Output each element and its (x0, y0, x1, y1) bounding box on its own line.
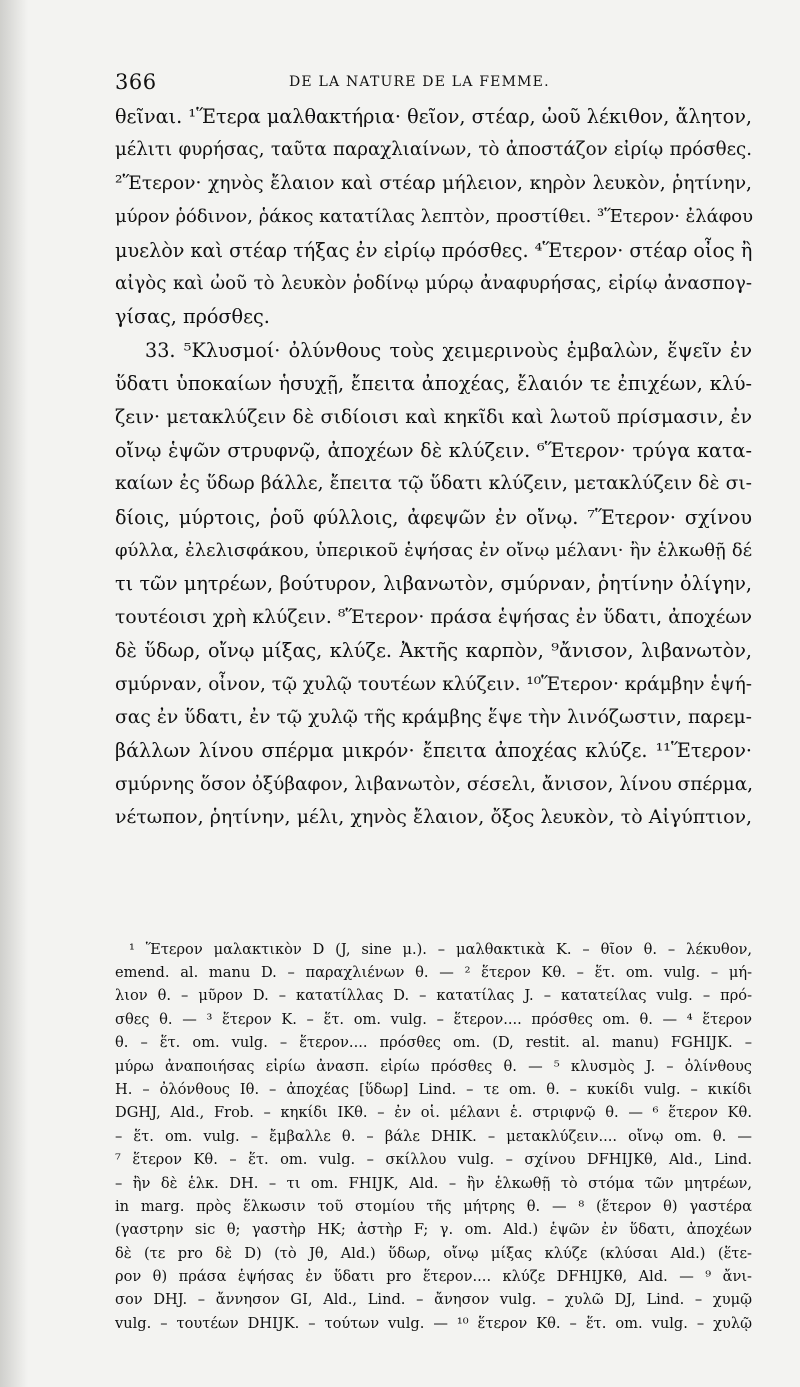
page-header (115, 64, 752, 100)
text-line: σμύρναν, οἶνον, τῷ χυλῷ τουτέων κλύζειν. ¹⁰Ἕτερον· κράμβην ἑψή- (115, 673, 752, 695)
text-line: ²Ἕτερον· χηνὸς ἔλαιον καὶ στέαρ μήλειον, κηρὸν λευκὸν, ῥητίνην, (115, 172, 752, 194)
page-number: 366 (115, 70, 157, 94)
footnote-line: emend. al. manu D. – παραχλιένων θ. — ² ἕτερον Kθ. – ἕτ. om. vulg. – μή- (115, 963, 752, 981)
text-line: 33. ⁵Κλυσμοί· ὀλύνθους τοὺς χειμερινοὺς ἐμβαλὼν, ἕψεῖν ἐν (145, 338, 752, 362)
text-line: θεῖναι. ¹Ἕτερα μαλθακτήρια· θεῖον, στέαρ, ὠοῦ λέκιθον, ἄλητον, (115, 105, 752, 128)
text-line: σμύρνης ὅσον ὀξύβαφον, λιβανωτὸν, σέσελι, ἄνισον, λίνου σπέρμα, (115, 773, 754, 795)
text-line: σας ἐν ὕδατι, ἐν τῷ χυλῷ τῆς κράμβης ἕψε τὴν λινόζωστιν, παρεμ- (115, 707, 752, 729)
footnote-line: – ἕτ. om. vulg. – ἔμβαλλε θ. – βάλε DHIK. – μετακλύζειν.... οἴνῳ om. θ. — (115, 1127, 752, 1145)
footnote-line: λιον θ. – μῦρον D. – κατατίλλας D. – κατατίλας J. – κατατείλας vulg. – πρό- (115, 987, 752, 1005)
running-title: DE LA NATURE DE LA FEMME. (289, 74, 550, 90)
footnote-line: (γαστρην sic θ; γαστὴρ HK; ἀστὴρ F; γ. om. Ald.) ἑψῶν ἐν ὕδατι, ἀποχέων (115, 1221, 752, 1239)
text-line: νέτωπον, ῥητίνην, μέλι, χηνὸς ἔλαιον, ὄξος λευκὸν, τὸ Αἰγύπτιον, (115, 806, 752, 829)
footnote-line: DGHJ, Ald., Frob. – κηκίδι IKθ. – ἐν οἱ. μέλανι ἑ. στριφνῷ θ. — ⁶ ἕτερον Kθ. (115, 1104, 752, 1122)
footnote-line: in marg. πρὸς ἕλκωσιν τοῦ στομίου τῆς μήτρης θ. — ⁸ (ἕτερον θ) γαστέρα (115, 1197, 752, 1215)
footnote-line: σθες θ. — ³ ἕτερον K. – ἕτ. om. vulg. – ἕτερον.... πρόσθες om. θ. — ⁴ ἕτερον (115, 1010, 752, 1028)
text-line: ζειν· μετακλύζειν δὲ σιδίοισι καὶ κηκῖδι καὶ λωτοῦ πρίσμασιν, ἐν (115, 405, 752, 428)
footnotes (115, 938, 752, 1336)
text-line: τι τῶν μητρέων, βούτυρον, λιβανωτὸν, σμύρναν, ῥητίνην ὀλίγην, (115, 572, 752, 596)
footnote-line: ⁷ ἕτερον Kθ. – ἕτ. om. vulg. – σκίλλου vulg. – σχίνου DFHIJKθ, Ald., Lind. (115, 1151, 752, 1169)
footnote-line: ¹ Ἕτερον μαλακτικὸν D (J, sine μ.). – μαλθακτικὰ K. – θῖον θ. – λέκυθον, (129, 940, 752, 958)
text-line: μύρον ῥόδινον, ῥάκος κατατίλας λεπτὸν, προστίθει. ³Ἕτερον· ἐλάφου (115, 206, 753, 228)
text-line: δίοις, μύρτοις, ῥοῦ φύλλοις, ἀφεψῶν ἐν οἴνῳ. ⁷Ἕτερον· σχίνου (115, 505, 752, 529)
footnote-line: H. – ὀλόνθους Iθ. – ἀποχέας [ὕδωρ] Lind. – τε om. θ. – κυκίδι vulg. – κικίδι (115, 1080, 752, 1098)
main-text (115, 100, 752, 835)
footnote-line: σον DHJ. – ἄννησον GI, Ald., Lind. – ἄνησον vulg. – χυλῶ DJ, Lind. – χυμῷ (115, 1291, 752, 1309)
text-line: γίσας, πρόσθες. (115, 305, 270, 329)
text-line: αἰγὸς καὶ ὠοῦ τὸ λευκὸν ῥοδίνῳ μύρῳ ἀναφυρήσας, εἰρίῳ ἀνασπογ- (115, 272, 752, 294)
footnote-line: μύρω ἀναποιήσας εἰρίω ἀνασπ. εἰρίω πρόσθες θ. — ⁵ κλυσμὸς J. – ὀλίνθους (115, 1057, 752, 1075)
footnote-line: ρον θ) πράσα ἑψήσας ἐν ὕδατι pro ἕτερον.... κλύζε DFHIJKθ, Ald. — ⁹ ἄνι- (115, 1268, 752, 1286)
text-line: τουτέοισι χρὴ κλύζειν. ⁸Ἕτερον· πράσα ἑψήσας ἐν ὕδατι, ἀποχέων (115, 606, 752, 628)
text-line: φύλλα, ἐλελισφάκου, ὑπερικοῦ ἑψήσας ἐν οἴνῳ μέλανι· ἢν ἑλκωθῇ δέ (115, 540, 752, 562)
footnote-line: – ἢν δὲ ἑλκ. DH. – τι om. FHIJK, Ald. – ἢν ἑλκωθῇ τὸ στόμα τῶν μητρέων, (115, 1174, 752, 1192)
text-line: μυελὸν καὶ στέαρ τήξας ἐν εἰρίῳ πρόσθες. ⁴Ἕτερον· στέαρ οἶος ἢ (115, 238, 753, 262)
text-line: οἴνῳ ἑψῶν στρυφνῷ, ἀποχέων δὲ κλύζειν. ⁶Ἕτερον· τρύγα κατα- (115, 438, 752, 462)
text-line: μέλιτι φυρήσας, ταῦτα παραχλιαίνων, τὸ ἀποστάζον εἰρίῳ πρόσθες. (115, 139, 752, 161)
text-line: καίων ἐς ὕδωρ βάλλε, ἔπειτα τῷ ὕδατι κλύζειν, μετακλύζειν δὲ σι- (115, 473, 752, 495)
footnote-line: δὲ (τε pro δὲ D) (τὸ Jθ, Ald.) ὕδωρ, οἴνῳ μίξας κλύζε (κλύσαι Ald.) (ἕτε- (115, 1244, 752, 1262)
footnote-line: vulg. – τουτέων DHIJK. – τούτων vulg. — ¹⁰ ἕτερον Kθ. – ἕτ. om. vulg. – χυλῷ (115, 1314, 752, 1332)
text-line: δὲ ὕδωρ, οἴνῳ μίξας, κλύζε. Ἀκτῆς καρπὸν, ⁹ἄνισον, λιβανωτὸν, (115, 639, 752, 663)
footnote-line: θ. – ἕτ. om. vulg. – ἕτερον.... πρόσθες om. (D, restit. al. manu) FGHIJK. – (115, 1034, 752, 1052)
text-line: ὕδατι ὑποκαίων ἡσυχῇ, ἔπειτα ἀποχέας, ἔλαιόν τε ἐπιχέων, κλύ- (115, 372, 752, 396)
text-line: βάλλων λίνου σπέρμα μικρόν· ἔπειτα ἀποχέας κλύζε. ¹¹Ἕτερον· (115, 739, 752, 763)
